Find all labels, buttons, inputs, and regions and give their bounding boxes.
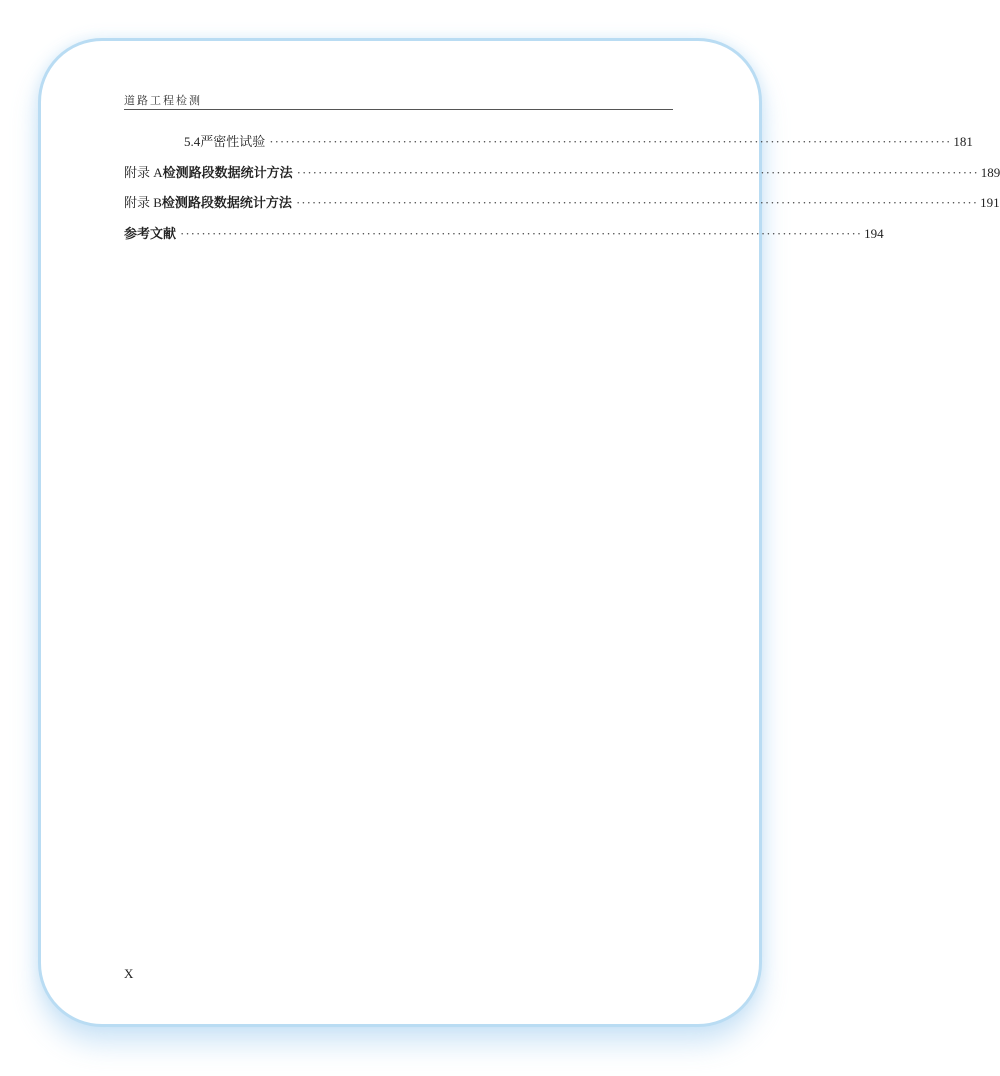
dot-leader: ································································································································: [269, 134, 952, 149]
table-of-contents: [124, 131, 1000, 253]
toc-entry-page: 181: [953, 134, 973, 149]
toc-entry-5-4[interactable]: [124, 131, 973, 162]
toc-entry-title: 严密性试验: [200, 134, 266, 149]
toc-entry-title: 参考文献: [124, 225, 177, 241]
toc-entry-title: 检测路段数据统计方法: [161, 195, 292, 210]
toc-entry-page: 191: [980, 195, 1000, 210]
toc-entry-appendix-a[interactable]: [124, 162, 1000, 193]
toc-entry-number: 附录 B: [124, 195, 162, 210]
toc-entry-number: 5.4: [184, 134, 201, 149]
toc-entry-appendix-b[interactable]: [124, 192, 1000, 223]
toc-entry-title: 检测路段数据统计方法: [162, 164, 293, 180]
page-number: X: [124, 966, 134, 981]
toc-entry-page: 194: [864, 225, 884, 241]
toc-entry-references[interactable]: [124, 223, 884, 254]
dot-leader: ································································································································: [180, 225, 863, 241]
dot-leader: ································································································································: [295, 195, 979, 210]
toc-entry-page: 189: [980, 164, 1000, 180]
running-head: 道路工程检测: [124, 94, 202, 107]
dot-leader: ································································································································: [296, 164, 979, 180]
toc-entry-number: 附录 A: [124, 164, 163, 180]
header-rule: [124, 109, 673, 110]
